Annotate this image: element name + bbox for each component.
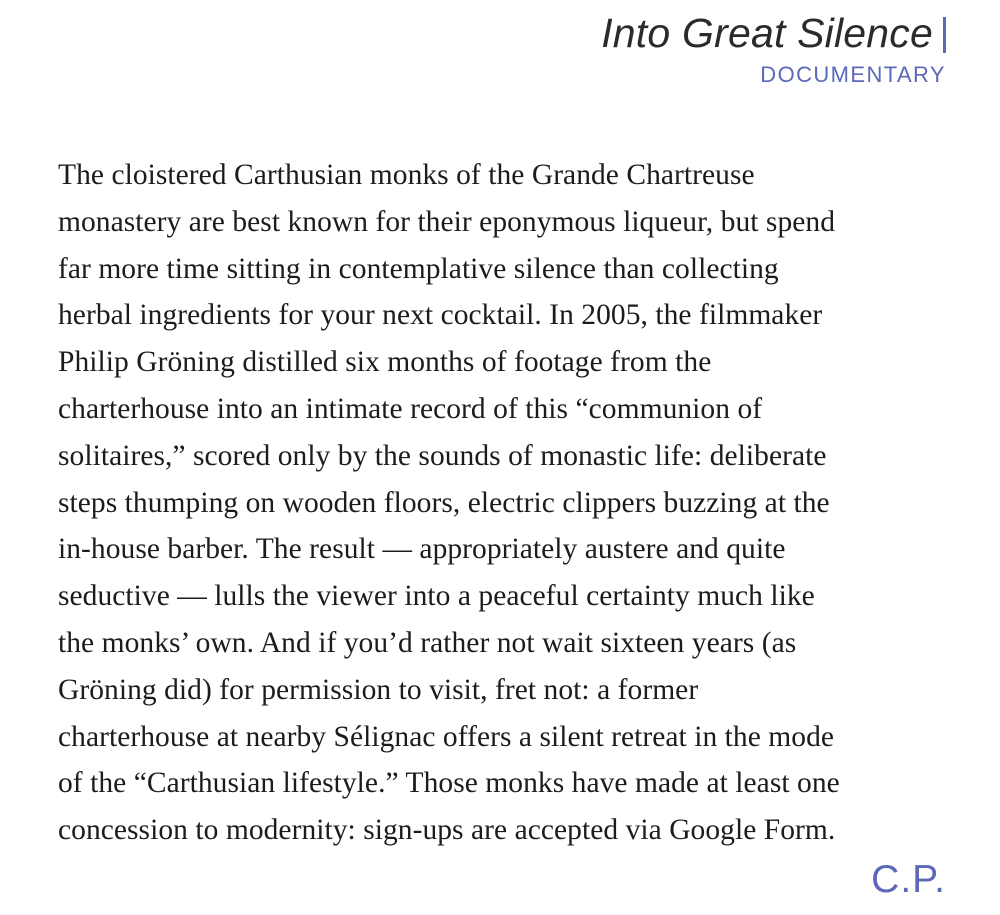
title-row (601, 8, 946, 58)
article-title: Into Great Silence (601, 10, 933, 56)
body-line: herbal ingredients for your next cocktail. In 2005, the filmmaker (58, 299, 823, 332)
title-divider (943, 17, 946, 53)
body-line: seductive — lulls the viewer into a peaceful certainty much like (58, 580, 815, 613)
body-line: the monks’ own. And if you’d rather not wait sixteen years (as (58, 626, 797, 659)
body-line: charterhouse into an intimate record of this “communion of (58, 392, 763, 425)
body-line: in-house barber. The result — appropriately austere and quite (58, 533, 786, 566)
body-line: Gröning did) for permission to visit, fret not: a former (58, 673, 699, 706)
body-line: concession to modernity: sign-ups are accepted via Google Form. (58, 814, 836, 847)
body-line: charterhouse at nearby Sélignac offers a silent retreat in the mode (58, 720, 835, 753)
author-initials: C.P. (871, 858, 946, 901)
body-line: monastery are best known for their eponymous liqueur, but spend (58, 205, 835, 238)
article-body (58, 152, 938, 854)
body-line: steps thumping on wooden floors, electric clippers buzzing at the (58, 486, 830, 519)
body-line: Philip Gröning distilled six months of footage from the (58, 346, 712, 379)
body-line: solitaires,” scored only by the sounds of monastic life: deliberate (58, 439, 827, 472)
body-line: of the “Carthusian lifestyle.” Those monks have made at least one (58, 767, 840, 800)
body-line: far more time sitting in contemplative silence than collecting (58, 252, 779, 285)
body-line: The cloistered Carthusian monks of the Grande Chartreuse (58, 159, 755, 191)
category-label: DOCUMENTARY (760, 62, 946, 87)
article-header (601, 8, 946, 88)
